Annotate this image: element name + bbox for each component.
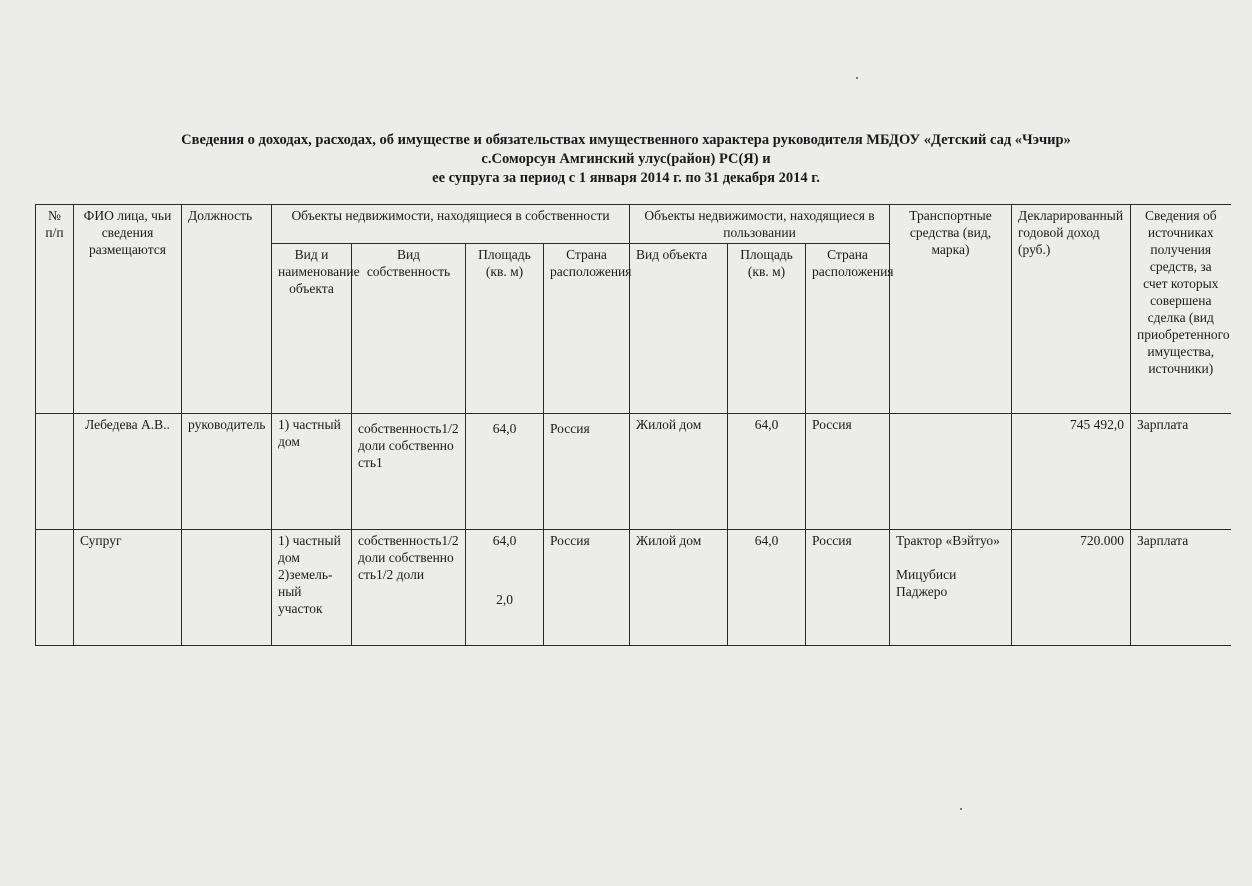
row1-transport <box>890 414 1012 530</box>
header-income: Декларированный годовой доход (руб.) <box>1012 205 1131 414</box>
row1-sources: Зарплата <box>1131 414 1231 530</box>
header-owned-ownership: Вид собственность <box>352 244 466 414</box>
row2-owned-type: 1) частный дом 2)земель-ный участок <box>272 530 352 646</box>
row2-used-area: 64,0 <box>728 530 806 646</box>
header-transport: Транспортные средства (вид, марка) <box>890 205 1012 414</box>
document-title <box>0 131 1252 188</box>
row1-used-type: Жилой дом <box>630 414 728 530</box>
row1-owned-ownership: собственность1/2 доли собственность1 <box>352 414 466 530</box>
scan-speck <box>960 808 962 810</box>
table-row <box>36 530 1231 646</box>
row2-income: 720.000 <box>1012 530 1131 646</box>
row2-transport <box>890 530 1012 646</box>
row2-owned-area-value: 64,0 <box>492 533 517 548</box>
header-owned-group: Объекты недвижимости, находящиеся в собственности <box>272 205 630 244</box>
row1-owned-country: Россия <box>544 414 630 530</box>
row2-owned-ownership: собственность1/2 доли собственность1/2 доли <box>352 530 466 646</box>
row2-position <box>182 530 272 646</box>
header-owned-country: Страна расположения <box>544 244 630 414</box>
row1-fio: Лебедева А.В.. <box>74 414 182 530</box>
row2-sources: Зарплата <box>1131 530 1231 646</box>
row1-owned-area-value: 64,0 <box>492 421 517 436</box>
header-fio: ФИО лица, чьи сведения размещаются <box>74 205 182 414</box>
row2-used-country: Россия <box>806 530 890 646</box>
row1-owned-type: 1) частный дом <box>272 414 352 530</box>
title-line-1: Сведения о доходах, расходах, об имуществе и обязательствах имущественного характера руководителя МБДОУ «Детский сад «Чэчир» <box>181 132 1071 148</box>
header-used-country: Страна расположения <box>806 244 890 414</box>
table-row <box>36 414 1231 530</box>
row1-owned-area <box>466 414 544 530</box>
title-line-2: с.Соморсун Амгинский улус(район) РС(Я) и <box>481 151 771 167</box>
row1-used-area: 64,0 <box>728 414 806 530</box>
header-used-type: Вид объекта <box>630 244 728 414</box>
header-position: Должность <box>182 205 272 414</box>
row2-fio: Супруг <box>74 530 182 646</box>
header-used-area: Площадь (кв. м) <box>728 244 806 414</box>
header-num: № п/п <box>36 205 74 414</box>
header-row-1 <box>36 205 1231 244</box>
row1-income: 745 492,0 <box>1012 414 1131 530</box>
header-used-group: Объекты недвижимости, находящиеся в пользовании <box>630 205 890 244</box>
declaration-table <box>35 204 1231 646</box>
header-owned-type: Вид и наименование объекта <box>272 244 352 414</box>
scan-speck <box>856 77 858 79</box>
row2-owned-area <box>466 530 544 646</box>
row2-num <box>36 530 74 646</box>
row2-transport-2: Мицубиси Паджеро <box>896 567 957 599</box>
row2-owned-country: Россия <box>544 530 630 646</box>
row1-num <box>36 414 74 530</box>
row1-position: руководитель <box>182 414 272 530</box>
row1-used-country: Россия <box>806 414 890 530</box>
title-line-3: ее супруга за период с 1 января 2014 г. по 31 декабря 2014 г. <box>432 170 820 186</box>
row2-owned-area-value-2: 2,0 <box>496 592 513 607</box>
header-sources: Сведения об источниках получения средств, за счет которых совершена сделка (вид приобретенного имущества, источники) <box>1131 205 1231 414</box>
row2-used-type: Жилой дом <box>630 530 728 646</box>
header-owned-area: Площадь (кв. м) <box>466 244 544 414</box>
row2-transport-1: Трактор «Вэйтуо» <box>896 533 1000 548</box>
